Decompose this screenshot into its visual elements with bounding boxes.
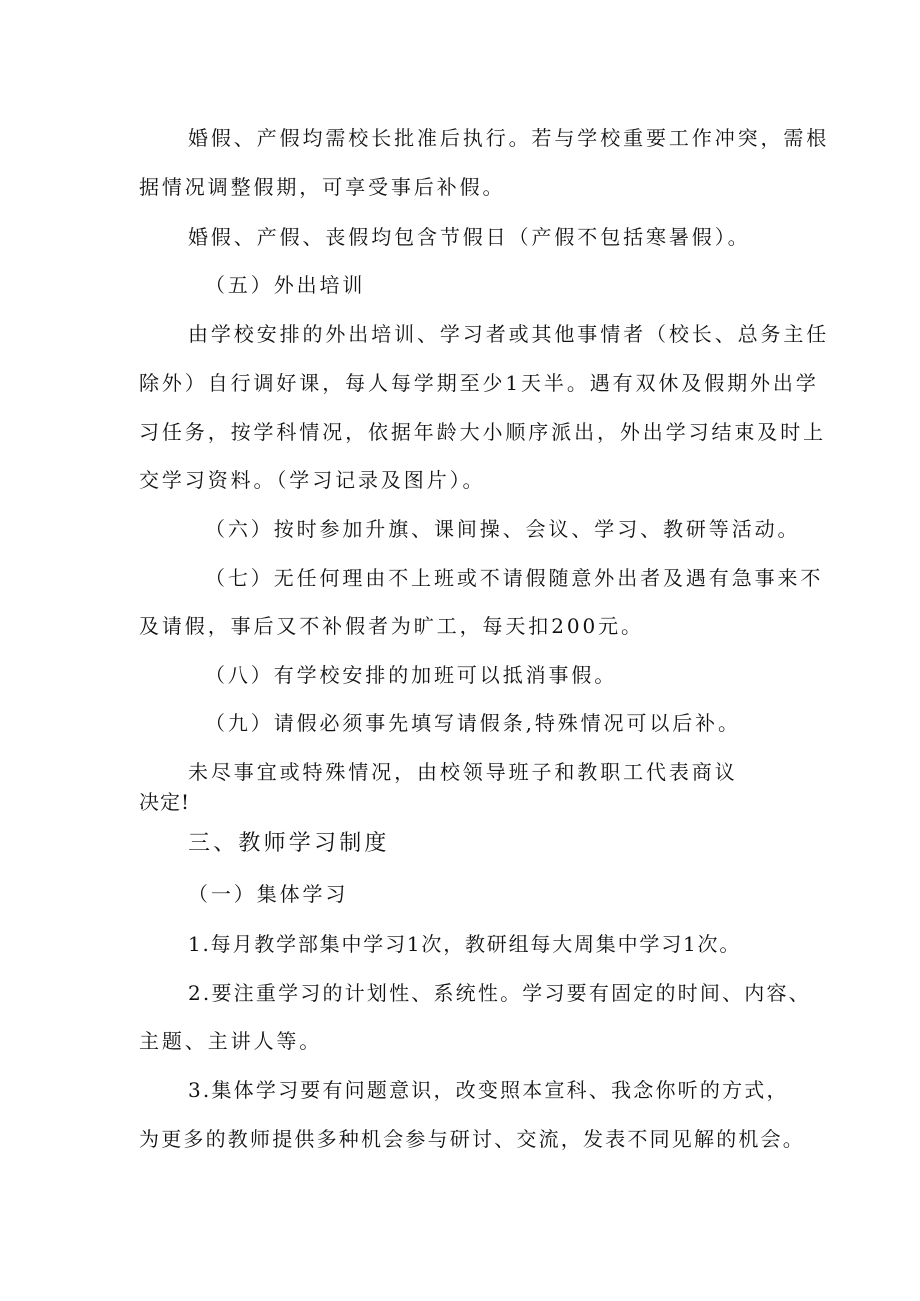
paragraph-line: 除外）自行调好课，每人每学期至少1天半。遇有双休及假期外出学	[139, 371, 819, 395]
section-subheading: （一）集体学习	[188, 882, 349, 906]
paragraph-line: 未尽事宜或特殊情况，由校领导班子和教职工代表商议	[188, 760, 738, 784]
paragraph-line: 据情况调整假期，可享受事后补假。	[139, 175, 506, 199]
list-item-continuation: 主题、主讲人等。	[139, 1029, 323, 1053]
paragraph-line: （九）请假必须事先填写请假条,特殊情况可以后补。	[205, 711, 741, 735]
paragraph-line: 及请假，事后又不补假者为旷工，每天扣200元。	[139, 614, 644, 638]
paragraph-line: 由学校安排的外出培训、学习者或其他事情者（校长、总务主任	[188, 322, 830, 346]
list-item: 3.集体学习要有问题意识，改变照本宣科、我念你听的方式，	[188, 1078, 789, 1102]
paragraph-line: 交学习资料。（学习记录及图片）。	[139, 468, 486, 492]
section-subheading: （五）外出培训	[205, 273, 366, 297]
paragraph-line: （六）按时参加升旗、课间操、会议、学习、教研等活动。	[205, 517, 801, 541]
paragraph-line: 决定!	[139, 790, 191, 814]
section-heading: 三、教师学习制度	[188, 831, 390, 856]
list-item: 1.每月教学部集中学习1次，教研组每大周集中学习1次。	[188, 932, 742, 956]
list-item-continuation: 为更多的教师提供多种机会参与研讨、交流，发表不同见解的机会。	[139, 1127, 805, 1151]
paragraph-line: 婚假、产假、丧假均包含节假日（产假不包括寒暑假）。	[188, 225, 751, 249]
paragraph-line: （七）无任何理由不上班或不请假随意外出者及遇有急事来不	[205, 566, 824, 590]
paragraph-line: 习任务，按学科情况，依据年龄大小顺序派出，外出学习结束及时上	[139, 420, 826, 444]
list-item: 2.要注重学习的计划性、系统性。学习要有固定的时间、内容、	[188, 981, 811, 1005]
paragraph-line: （八）有学校安排的加班可以抵消事假。	[205, 663, 618, 687]
paragraph-line: 婚假、产假均需校长批准后执行。若与学校重要工作冲突，需根	[188, 126, 830, 150]
